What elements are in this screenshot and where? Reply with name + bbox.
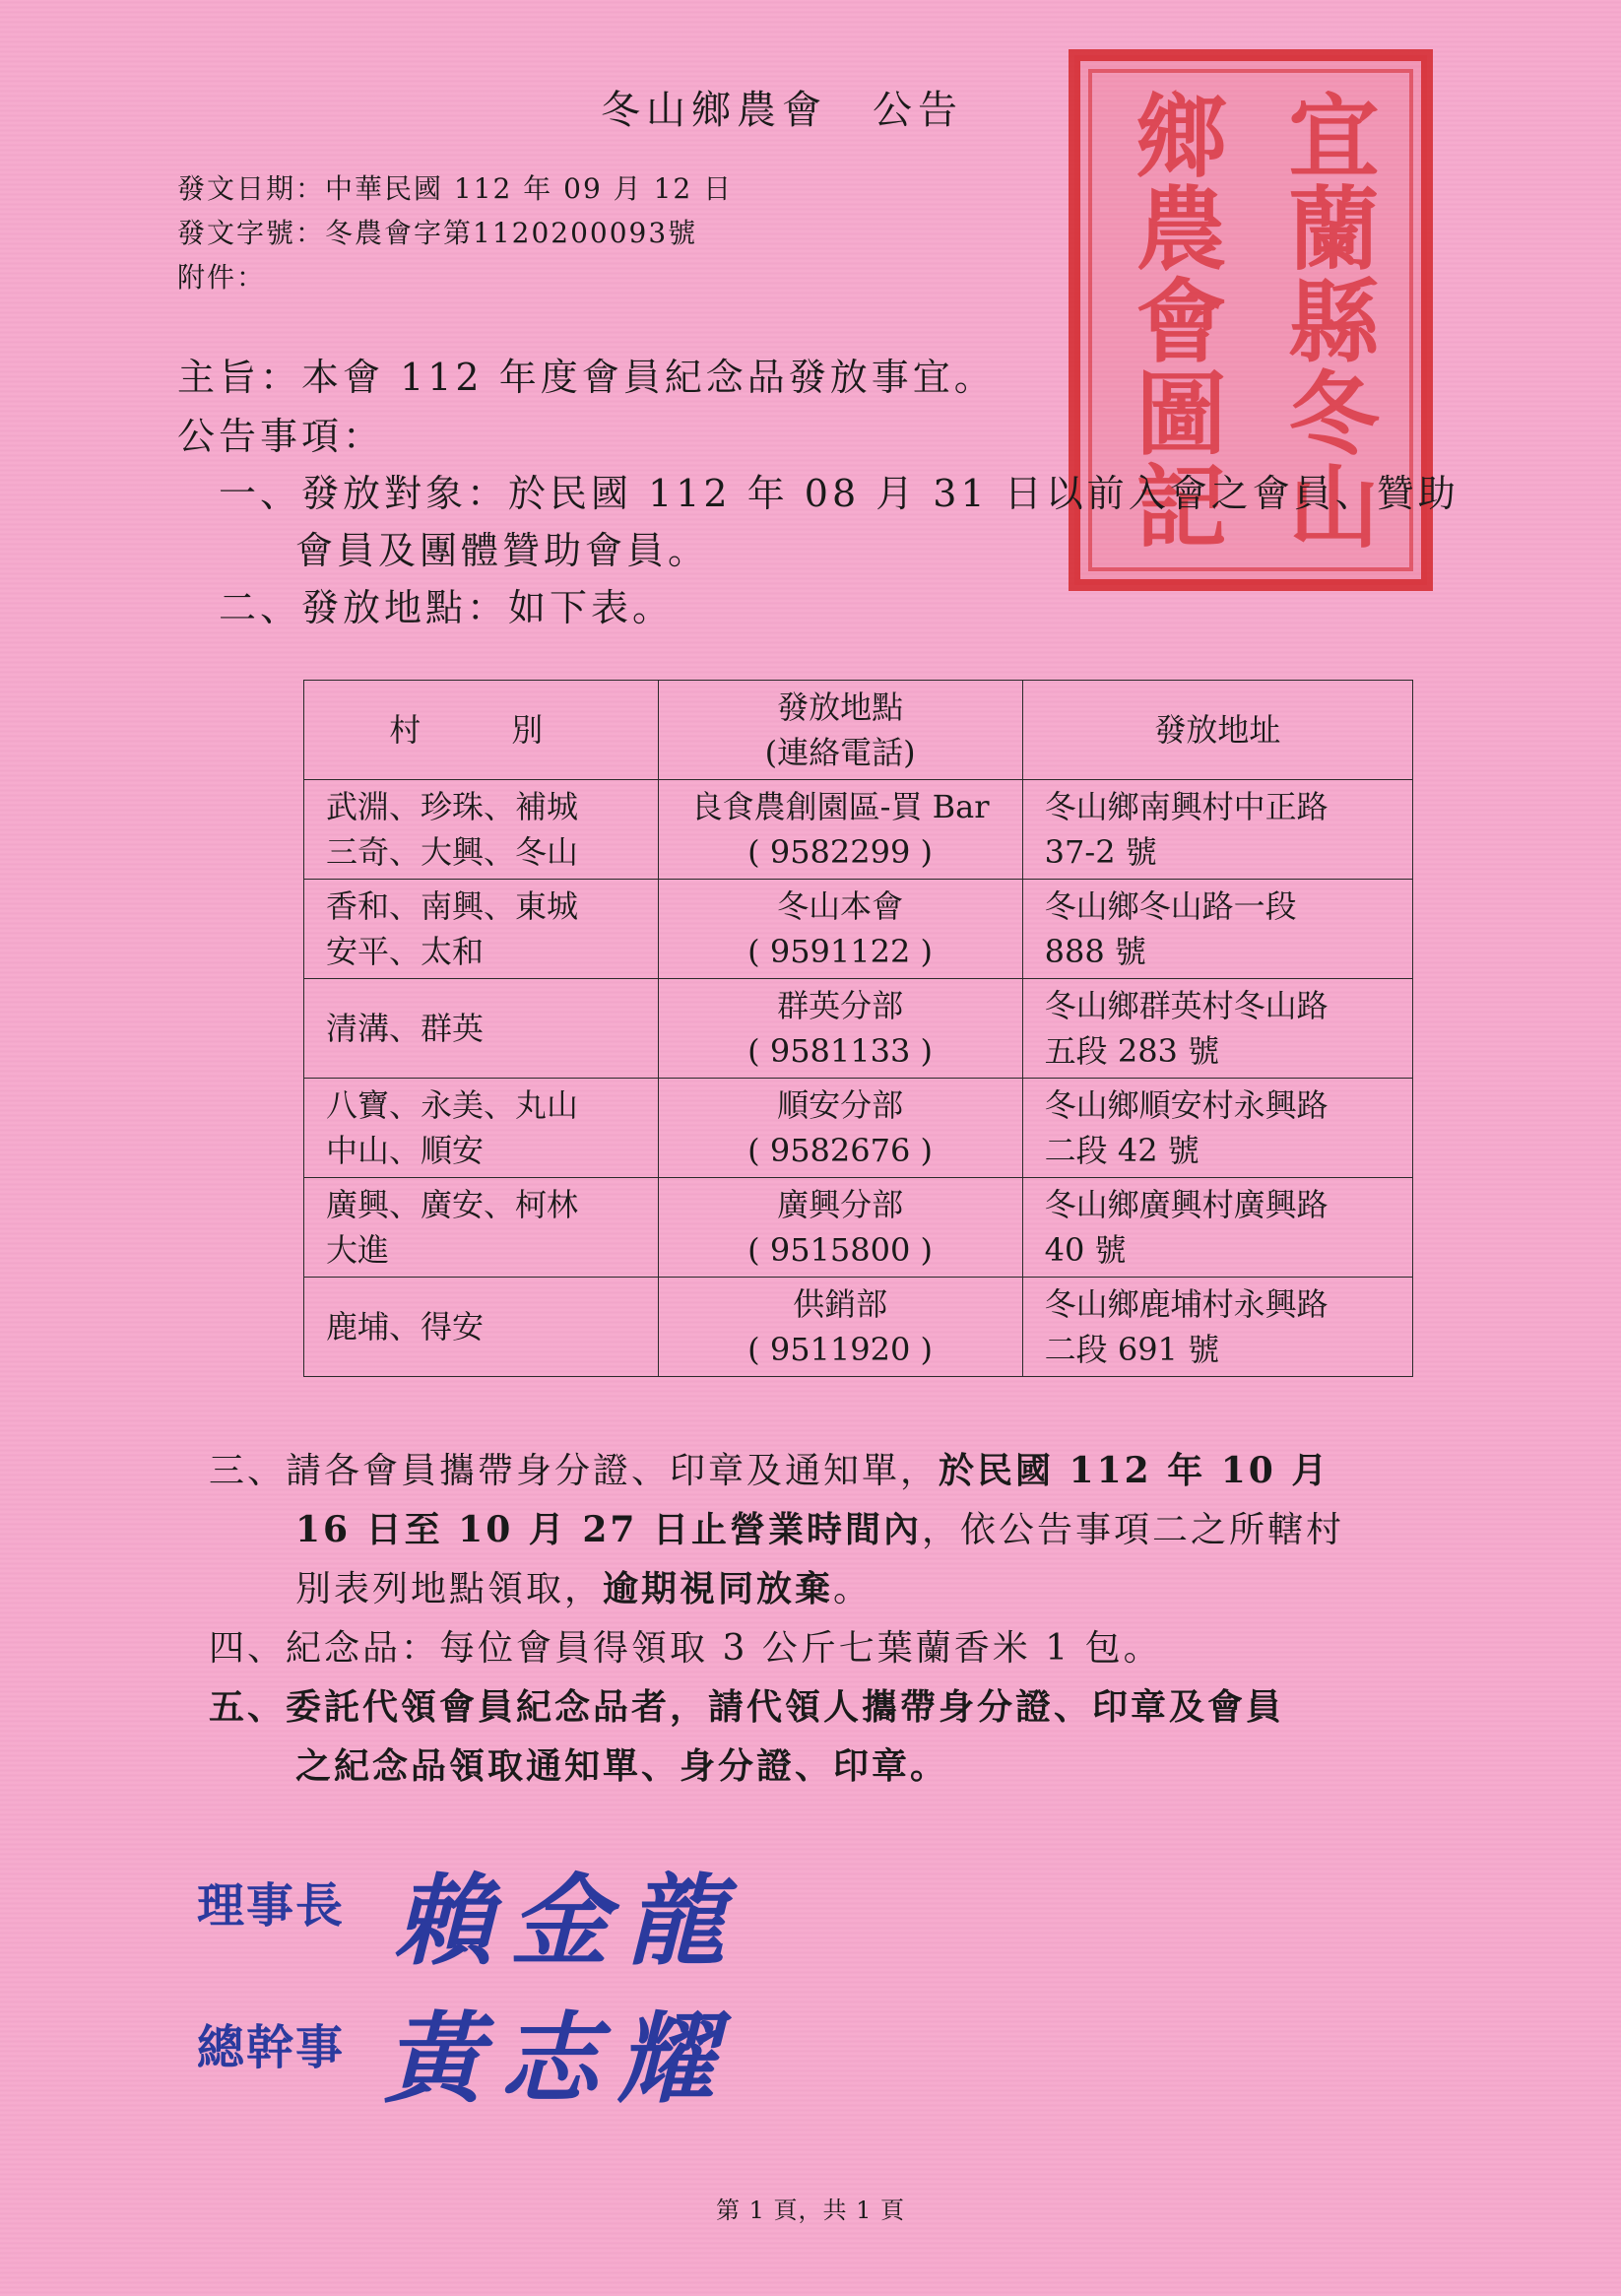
table-header-row [304,681,1413,780]
table-row [304,1079,1413,1178]
address-cell: 冬山鄉群英村冬山路 五段 283 號 [1022,979,1412,1079]
address-cell: 冬山鄉順安村永興路 二段 42 號 [1022,1079,1412,1178]
issue-date: 發文日期：中華民國 112 年 09 月 12 日 [177,172,734,205]
location-cell: 順安分部 ( 9582676 ) [658,1079,1022,1178]
table-row [304,979,1413,1079]
seal-text-col-2: 鄉農會圖記 [1121,89,1228,552]
chairman-signature: 賴金龍 [394,1863,743,1979]
item-3-line-2: 16 日至 10 月 27 日止營業時間內，依公告事項二之所轄村 [295,1509,1344,1550]
village-cell: 鹿埔、得安 [304,1278,659,1377]
location-cell: 群英分部 ( 9581133 ) [658,979,1022,1079]
item-1-line-2: 會員及團體贊助會員。 [295,529,710,572]
table-row [304,1178,1413,1278]
address-cell: 冬山鄉冬山路一段 888 號 [1022,880,1412,979]
general-manager-signature: 黃志耀 [384,2001,733,2117]
location-cell: 良食農創園區-買 Bar ( 9582299 ) [658,780,1022,880]
village-cell: 八寶、永美、丸山 中山、順安 [304,1079,659,1178]
subject-line: 主旨：本會 112 年度會員紀念品發放事宜。 [177,356,996,399]
address-cell: 冬山鄉南興村中正路 37-2 號 [1022,780,1412,880]
address-cell: 冬山鄉廣興村廣興路 40 號 [1022,1178,1412,1278]
table-row [304,880,1413,979]
item-3-line-3: 別表列地點領取，逾期視同放棄。 [295,1568,873,1609]
header-address: 發放地址 [1022,681,1412,780]
address-cell: 冬山鄉鹿埔村永興路 二段 691 號 [1022,1278,1412,1377]
table-row [304,780,1413,880]
notice-heading: 公告事項： [177,415,385,458]
page-footer: 第 1 頁，共 1 頁 [715,2197,906,2224]
item-5-line-1: 五、委託代領會員紀念品者，請代領人攜帶身分證、印章及會員 [209,1686,1285,1728]
table-row [304,1278,1413,1377]
document-title: 冬山鄉農會 公告 [601,88,963,133]
header-village: 村 別 [304,681,659,780]
item-4: 四、紀念品：每位會員得領取 3 公斤七葉蘭香米 1 包。 [209,1628,1162,1669]
seal-text-col-1: 宜蘭縣冬山 [1273,89,1381,552]
item-1-line-1: 一、發放對象：於民國 112 年 08 月 31 日以前入會之會員、贊助 [219,472,1459,515]
item-3-line-1: 三、請各會員攜帶身分證、印章及通知單，於民國 112 年 10 月 [209,1450,1330,1491]
location-cell: 供銷部 ( 9511920 ) [658,1278,1022,1377]
village-cell: 香和、南興、東城 安平、太和 [304,880,659,979]
location-cell: 冬山本會 ( 9591122 ) [658,880,1022,979]
village-cell: 廣興、廣安、柯林 大進 [304,1178,659,1278]
location-cell: 廣興分部 ( 9515800 ) [658,1178,1022,1278]
chairman-title: 理事長 [197,1878,346,1934]
attachment-label: 附件： [177,261,267,294]
distribution-table [303,680,1413,1377]
item-2: 二、發放地點：如下表。 [219,586,675,629]
item-5-line-2: 之紀念品領取通知單、身分證、印章。 [295,1745,949,1787]
document-number: 發文字號：冬農會字第1120200093號 [177,217,698,249]
village-cell: 武淵、珍珠、補城 三奇、大興、冬山 [304,780,659,880]
village-cell: 清溝、群英 [304,979,659,1079]
header-location: 發放地點 (連絡電話) [658,681,1022,780]
general-manager-title: 總幹事 [197,2020,346,2075]
